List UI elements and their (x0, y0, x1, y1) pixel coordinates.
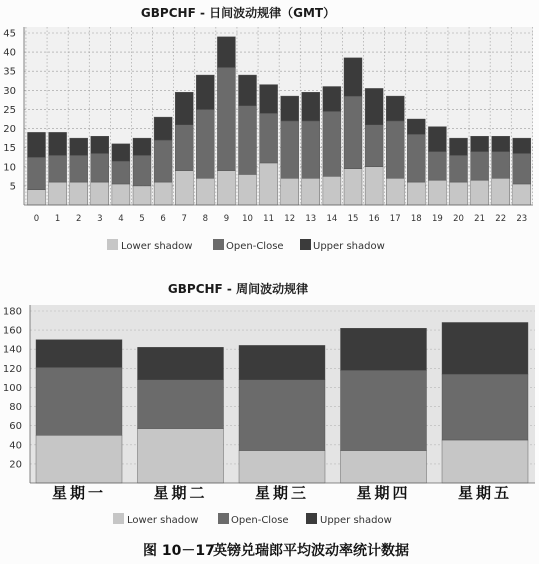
bar-segment-lower-shadow (281, 178, 299, 205)
y-tick-label: 35 (3, 66, 16, 78)
daily-chart-title: GBPCHF - 日间波动规律（GMT） (140, 6, 336, 20)
x-category-label: 3 (97, 214, 103, 224)
legend-swatch-lower-shadow (107, 239, 118, 250)
bar-segment-open-close (386, 121, 404, 178)
x-category-label: 4 (118, 214, 124, 224)
bar-segment-open-close (154, 140, 172, 182)
y-tick-label: 10 (3, 162, 16, 174)
bar-segment-lower-shadow (450, 182, 468, 205)
bar-segment-lower-shadow (386, 178, 404, 205)
bar-segment-upper-shadow (239, 75, 257, 106)
bar-segment-open-close (112, 161, 130, 184)
y-tick-label: 180 (2, 306, 22, 318)
x-category-label: 11 (263, 214, 275, 224)
bar-segment-lower-shadow (196, 178, 214, 205)
x-category-label: 17 (389, 214, 401, 224)
bar-segment-lower-shadow (49, 182, 67, 205)
bar-segment-open-close (217, 67, 235, 170)
bar-segment-open-close (407, 134, 425, 182)
y-tick-label: 160 (2, 325, 22, 337)
bar-segment-lower-shadow (513, 184, 531, 205)
bar-segment-open-close (471, 151, 489, 180)
y-tick-label: 20 (9, 459, 22, 471)
bar-segment-upper-shadow (175, 92, 193, 124)
bar-segment-upper-shadow (196, 75, 214, 109)
legend-label-upper-shadow: Upper shadow (313, 241, 385, 252)
bar-segment-lower-shadow (154, 182, 172, 205)
x-category-label: 12 (284, 214, 296, 224)
x-category-label: 10 (242, 214, 253, 224)
legend-swatch-upper-shadow (300, 239, 311, 250)
bar-segment-upper-shadow (386, 96, 404, 121)
x-category-label: 13 (305, 214, 317, 224)
bar-segment-upper-shadow (323, 87, 341, 112)
x-category-label: 1 (54, 214, 61, 224)
bar-segment-lower-shadow (91, 182, 109, 205)
bar-segment-upper-shadow (442, 322, 528, 374)
bar-segment-open-close (492, 151, 510, 178)
bar-segment-upper-shadow (239, 345, 325, 379)
y-tick-label: 5 (9, 181, 16, 193)
bar-segment-upper-shadow (138, 347, 224, 379)
bar-segment-open-close (239, 106, 257, 175)
bar-segment-upper-shadow (133, 138, 151, 155)
legend-swatch-upper-shadow (306, 513, 317, 524)
bar-segment-open-close (239, 380, 325, 451)
bar-segment-upper-shadow (36, 340, 122, 368)
legend-swatch-open-close (218, 513, 229, 524)
legend-label-lower-shadow: Lower shadow (121, 241, 193, 252)
bar-segment-lower-shadow (365, 167, 383, 205)
bar-segment-upper-shadow (28, 132, 46, 157)
y-tick-label: 40 (9, 440, 22, 452)
bar-segment-lower-shadow (344, 169, 362, 205)
bar-segment-lower-shadow (133, 186, 151, 205)
bar-segment-upper-shadow (49, 132, 67, 155)
figure-number: 图 10－17 (143, 543, 215, 559)
bar-segment-open-close (428, 151, 446, 180)
x-category-label: 9 (223, 214, 230, 224)
bar-segment-lower-shadow (341, 451, 427, 483)
bar-segment-upper-shadow (450, 138, 468, 155)
bar-segment-upper-shadow (260, 85, 278, 114)
x-category-label: 星期四 (356, 484, 411, 502)
weekly-chart-legend (113, 513, 392, 526)
figure-caption (143, 542, 409, 559)
y-tick-label: 25 (3, 104, 16, 116)
legend-label-upper-shadow: Upper shadow (320, 515, 392, 526)
bar-segment-lower-shadow (428, 180, 446, 205)
y-tick-label: 100 (2, 382, 22, 394)
y-tick-label: 120 (2, 363, 22, 375)
bar-segment-lower-shadow (70, 182, 88, 205)
bar-segment-lower-shadow (28, 190, 46, 205)
bar-segment-open-close (175, 125, 193, 171)
bar-segment-lower-shadow (239, 451, 325, 483)
bar-segment-open-close (323, 111, 341, 176)
bar-segment-upper-shadow (407, 119, 425, 134)
y-tick-label: 20 (3, 124, 16, 136)
bar-segment-upper-shadow (513, 138, 531, 153)
bar-segment-lower-shadow (175, 171, 193, 205)
bar-segment-open-close (513, 153, 531, 184)
y-tick-label: 140 (2, 344, 22, 356)
bar-segment-upper-shadow (70, 138, 88, 155)
x-category-label: 15 (347, 214, 359, 224)
legend-swatch-lower-shadow (113, 513, 124, 524)
bar-segment-open-close (36, 367, 122, 435)
x-category-label: 23 (516, 214, 528, 224)
x-category-label: 22 (495, 214, 507, 224)
bar-segment-upper-shadow (112, 144, 130, 161)
figure-caption-text: 英镑兑瑞郎平均波动率统计数据 (213, 543, 409, 559)
weekly-volatility-chart (3, 305, 535, 502)
weekly-chart-title: GBPCHF - 周间波动规律 (167, 282, 309, 296)
bar-segment-upper-shadow (281, 96, 299, 121)
bar-segment-lower-shadow (260, 163, 278, 205)
y-tick-label: 45 (3, 28, 16, 40)
bar-segment-lower-shadow (138, 429, 224, 483)
legend-label-open-close: Open-Close (226, 241, 284, 252)
bar-segment-open-close (302, 121, 320, 178)
bar-segment-open-close (365, 125, 383, 167)
x-category-label: 7 (181, 214, 187, 224)
x-category-label: 星期三 (254, 484, 310, 502)
y-tick-label: 60 (9, 421, 22, 433)
bar-segment-upper-shadow (471, 136, 489, 151)
x-category-label: 20 (453, 214, 464, 224)
bar-segment-upper-shadow (302, 92, 320, 121)
x-category-label: 16 (368, 214, 380, 224)
bar-segment-upper-shadow (365, 88, 383, 124)
x-category-label: 0 (33, 214, 40, 224)
y-tick-label: 30 (3, 85, 16, 97)
x-category-label: 6 (160, 214, 166, 224)
bar-segment-open-close (442, 374, 528, 440)
legend-label-open-close: Open-Close (231, 515, 289, 526)
bar-segment-open-close (133, 155, 151, 186)
x-category-label: 18 (410, 214, 422, 224)
x-category-label: 星期二 (153, 484, 208, 502)
bar-segment-upper-shadow (492, 136, 510, 151)
x-category-label: 星期五 (457, 484, 513, 502)
bar-segment-open-close (196, 109, 214, 178)
x-category-label: 14 (326, 214, 338, 224)
x-category-label: 星期一 (51, 484, 107, 502)
bar-segment-open-close (138, 380, 224, 429)
y-tick-label: 80 (9, 402, 22, 414)
bar-segment-open-close (91, 153, 109, 182)
bar-segment-lower-shadow (302, 178, 320, 205)
daily-volatility-chart (3, 27, 533, 224)
x-category-label: 2 (75, 214, 82, 224)
y-tick-label: 40 (3, 47, 16, 59)
bar-segment-upper-shadow (91, 136, 109, 153)
bar-segment-upper-shadow (428, 127, 446, 152)
legend-swatch-open-close (213, 239, 224, 250)
bar-segment-lower-shadow (492, 178, 510, 205)
bar-segment-upper-shadow (344, 58, 362, 96)
bar-segment-lower-shadow (217, 171, 235, 205)
bar-segment-lower-shadow (407, 182, 425, 205)
bar-segment-lower-shadow (112, 184, 130, 205)
bar-segment-upper-shadow (154, 117, 172, 140)
x-category-label: 8 (202, 214, 209, 224)
bar-segment-open-close (344, 96, 362, 169)
bar-segment-lower-shadow (323, 176, 341, 205)
bar-segment-lower-shadow (442, 440, 528, 483)
daily-chart-legend (107, 239, 385, 252)
bar-segment-open-close (281, 121, 299, 178)
bar-segment-lower-shadow (36, 435, 122, 483)
bar-segment-open-close (70, 155, 88, 182)
bar-segment-open-close (49, 155, 67, 182)
bar-segment-lower-shadow (239, 174, 257, 205)
y-tick-label: 15 (3, 143, 16, 155)
x-category-label: 21 (474, 214, 486, 224)
bar-segment-open-close (341, 370, 427, 450)
x-category-label: 19 (431, 214, 443, 224)
bar-segment-lower-shadow (471, 180, 489, 205)
bar-segment-upper-shadow (341, 328, 427, 370)
bar-segment-open-close (260, 113, 278, 163)
x-category-label: 5 (139, 214, 145, 224)
legend-label-lower-shadow: Lower shadow (127, 515, 199, 526)
bar-segment-open-close (28, 157, 46, 189)
bar-segment-open-close (450, 155, 468, 182)
bar-segment-upper-shadow (217, 37, 235, 68)
